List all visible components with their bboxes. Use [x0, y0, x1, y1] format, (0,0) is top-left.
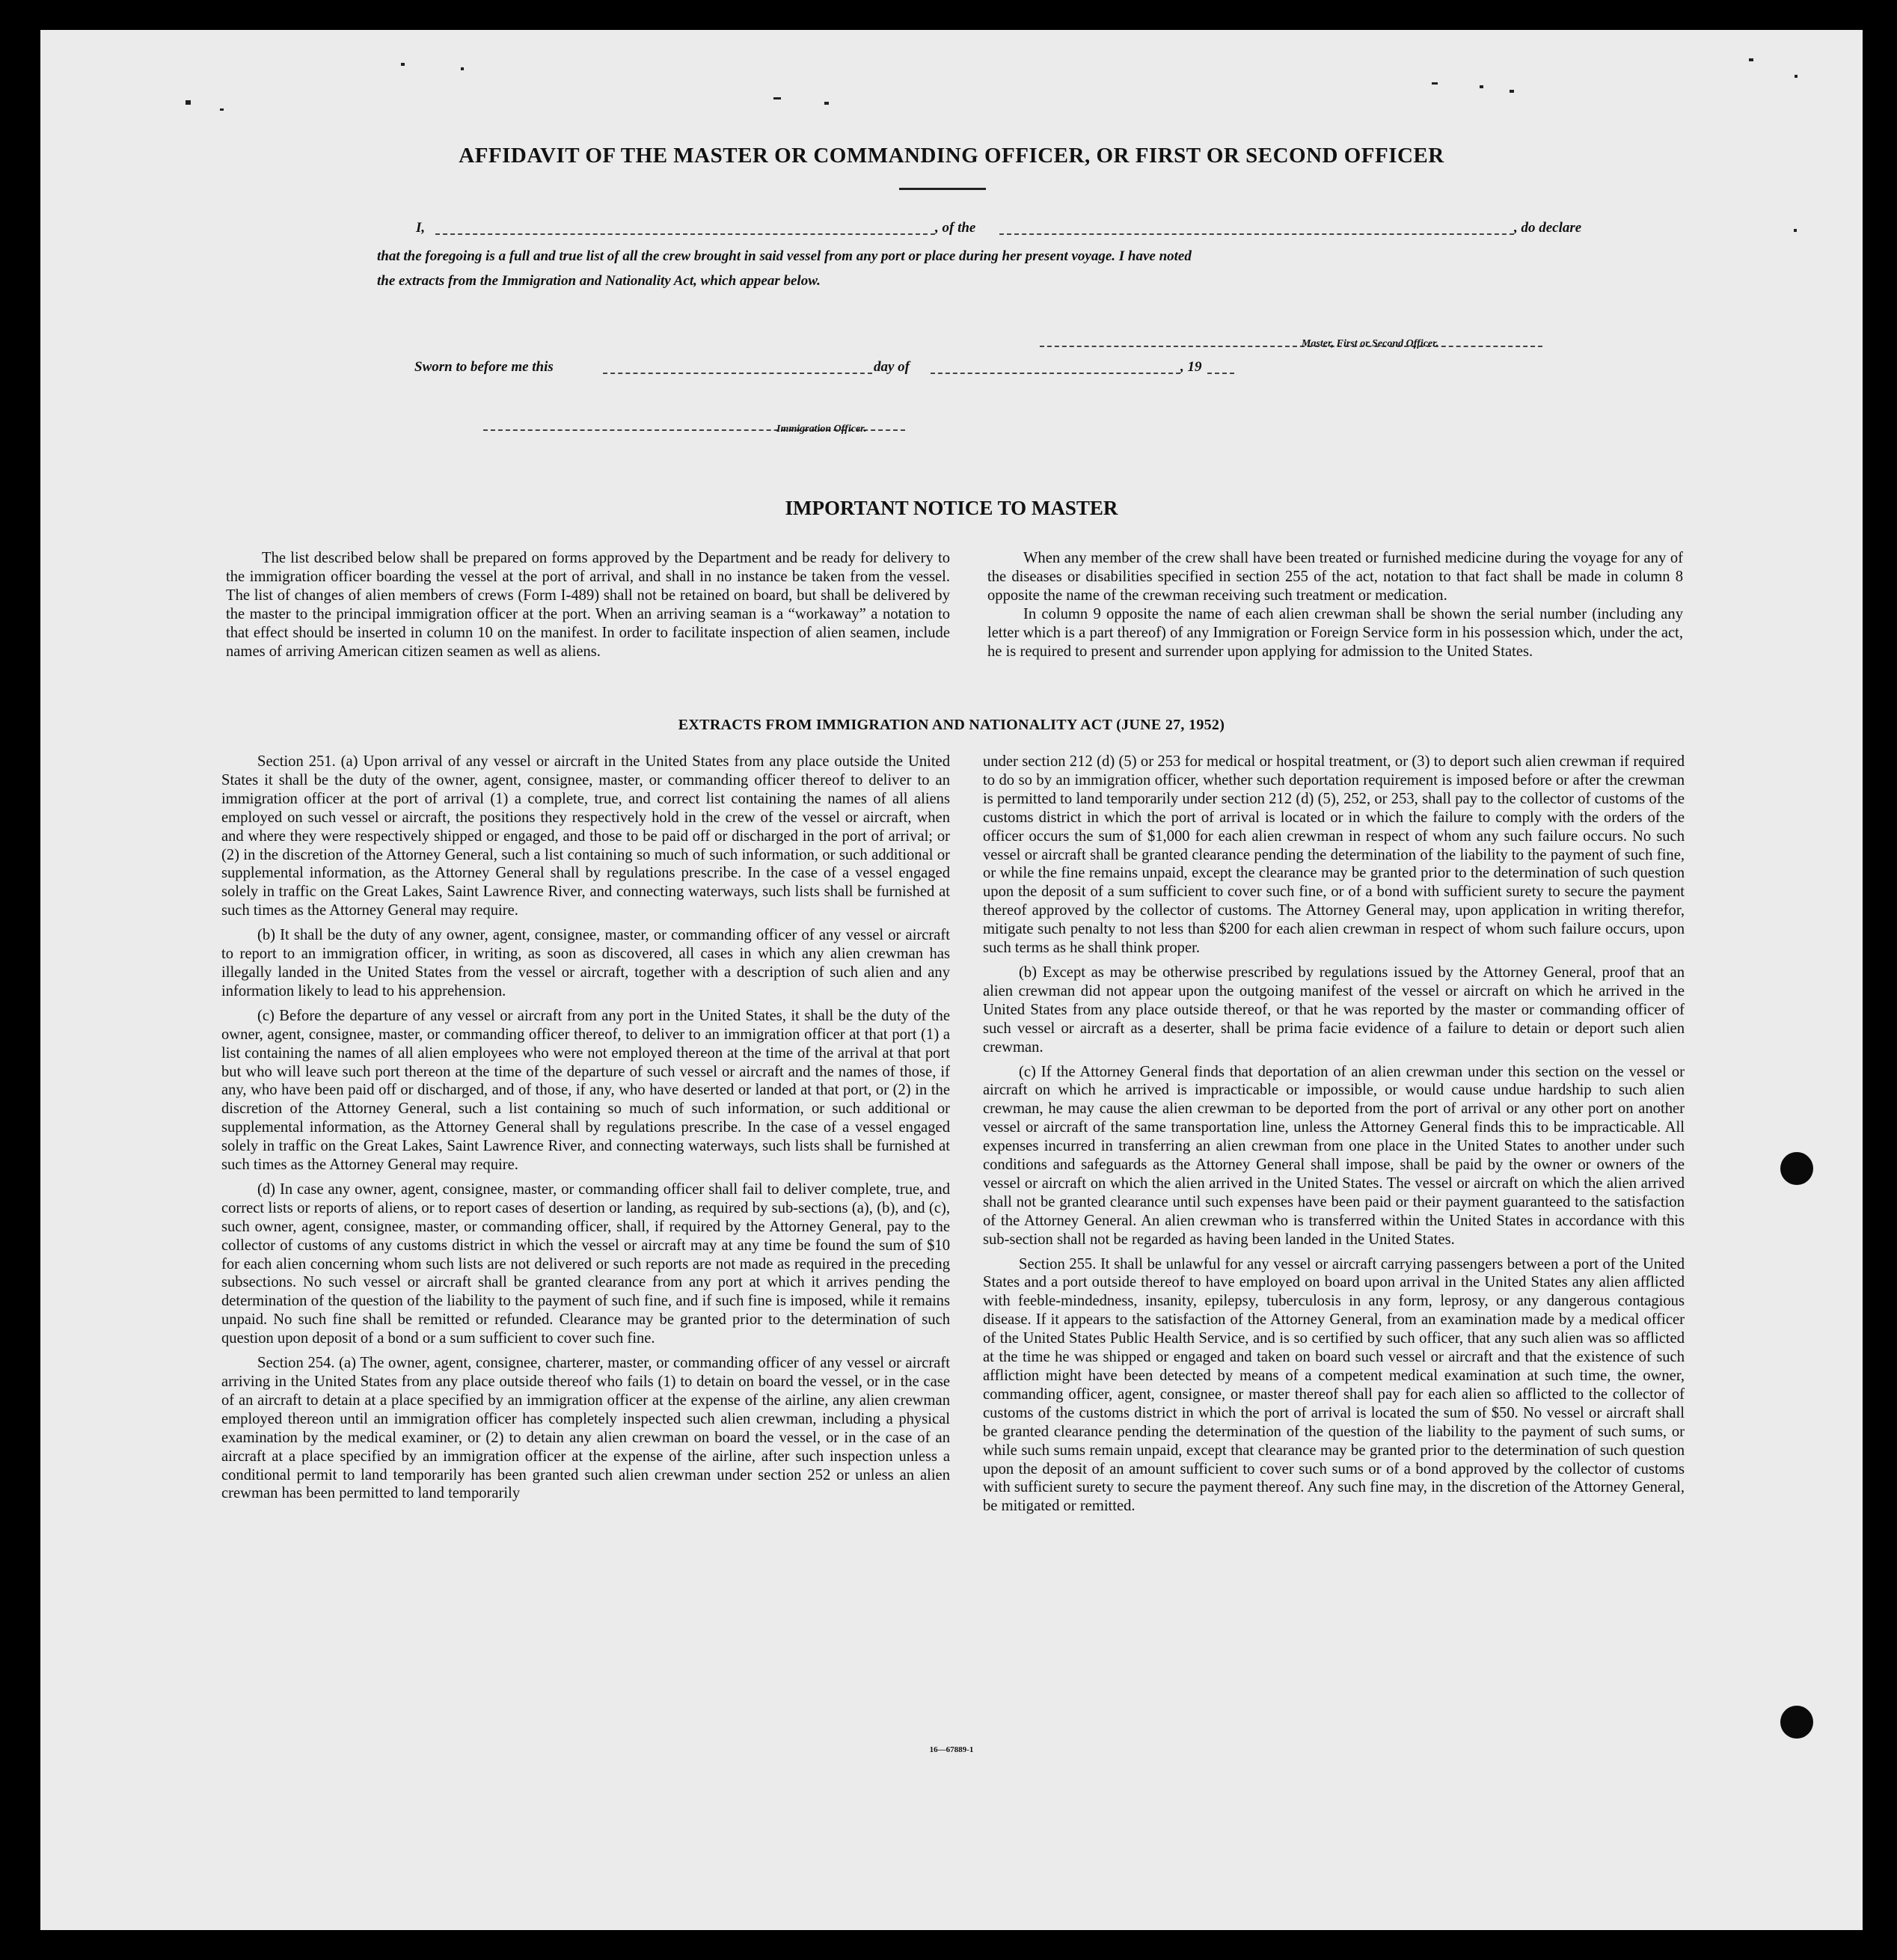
- officer-signature-caption: Immigration Officer.: [776, 423, 867, 435]
- scan-speck: [1510, 90, 1514, 93]
- sworn-year-field[interactable]: [1207, 359, 1234, 374]
- extract-paragraph: (c) Before the departure of any vessel or aircraft from any port in the United States, it shall be the duty of the owner, agent, consignee, master, or commanding officer thereof, to deliver to an immigration officer at that port (1) a list containing the names of all alien employees who were not employed thereon at the time of the arrival at that port but who will leave such port thereon at the time of the departure of such vessel or aircraft and the names of those, if any, who have been paid off or discharged, and of those, if any, who have deserted or landed at that port, or (2) in the discretion of the Attorney General, such a list containing so much of such information, or such additional or supplemental information, as the Attorney General shall by regulations prescribe. In the case of a vessel engaged solely in traffic on the Great Lakes, Saint Lawrence River, and connecting waterways, such lists shall be furnished at such times as the Attorney General may require.: [221, 1007, 950, 1174]
- notice-title: IMPORTANT NOTICE TO MASTER: [785, 497, 1118, 519]
- name-field[interactable]: [435, 220, 935, 235]
- declaration-text-line-3: the extracts from the Immigration and Nationality Act, which appear below.: [377, 273, 821, 289]
- scan-speck: [1749, 58, 1753, 61]
- year-label: , 19: [1180, 359, 1202, 375]
- declaration-line: [416, 220, 1590, 239]
- vessel-field[interactable]: [999, 220, 1514, 235]
- extract-paragraph: (b) Except as may be otherwise prescribed by regulations issued by the Attorney General, proof that an alien crewman did not appear upon the outgoing manifest of the vessel or aircraft on which he arrived in the United States from any place outside thereof, or that he was reported by the master or commanding officer of such vessel or aircraft as a deserter, shall be prima facie evidence of a failure to detain or deport such alien crewman.: [983, 964, 1685, 1056]
- scan-speck: [824, 102, 829, 105]
- scan-speck: [1480, 85, 1483, 88]
- punch-hole: [1780, 1706, 1813, 1739]
- scan-speck: [773, 97, 781, 99]
- day-of-label: day of: [874, 359, 910, 375]
- master-signature-caption: Master, First or Second Officer.: [1302, 338, 1439, 349]
- extracts-right-column: [983, 753, 1685, 1516]
- extracts-left-column: [221, 753, 950, 1503]
- extract-paragraph: Section 255. It shall be unlawful for any vessel or aircraft carrying passengers between a port of the United States and a port outside thereof to have employed on board upon arrival in the United States any alien afflicted with feeble-mindedness, insanity, epilepsy, tuberculosis in any form, leprosy, or any dangerous contagious disease. If it appears to the satisfaction of the Attorney General, from an examination made by a medical officer of the United States Public Health Service, and is so certified by such officer, that any such alien was so afflicted at the time he was shipped or engaged and taken on board such vessel or aircraft and that the existence of such affliction might have been detected by means of a competent medical examination at such time, the owner, commanding officer, agent, consignee, or master thereof shall pay for each alien so afflicted to the collector of customs of the customs district in which the port of arrival is located the sum of $50. No vessel or aircraft shall be granted clearance pending the determination of the question of the liability to the payment of such sums, or while such sums remain unpaid, except that clearance may be granted prior to the determination of such question upon the deposit of an amount sufficient to cover such sums or of a bond approved by the collector of customs with sufficient surety to secure the payment thereof. Any such fine may, in the discretion of the Attorney General, be mitigated or remitted.: [983, 1255, 1685, 1515]
- extract-paragraph: (d) In case any owner, agent, consignee, master, or commanding officer shall fail to deliver complete, true, and correct lists or reports of aliens, or to report cases of desertion or landing, as required by sub-sections (a), (b), and (c), such owner, agent, consignee, master, or commanding officer, shall, if required by the Attorney General, pay to the collector of customs of any customs district in which the vessel or aircraft may at any time be found the sum of $10 for each alien concerning whom such lists are not delivered or such reports are not made as required in the preceding subsections. No such vessel or aircraft shall be granted clearance from any port at which it arrives pending the determination of the question of the liability to the payment of such fine, and if such fine is imposed, while it remains unpaid. No such fine shall be remitted or refunded. Clearance may be granted prior to the determination of such question upon deposit of a bond or a sum sufficient to cover such fine.: [221, 1180, 950, 1347]
- scan-speck: [461, 67, 464, 70]
- document-title: AFFIDAVIT OF THE MASTER OR COMMANDING OFFICER, OR FIRST OR SECOND OFFICER: [459, 144, 1444, 168]
- notice-paragraph: When any member of the crew shall have been treated or furnished medicine during the voyage for any of the diseases or disabilities specified in section 255 of the act, notation to that fact shall be made in column 8 opposite the name of the crewman receiving such treatment or medication.: [987, 550, 1683, 604]
- extract-paragraph: Section 251. (a) Upon arrival of any vessel or aircraft in the United States from any place outside the United States it shall be the duty of the owner, agent, consignee, master, or commanding officer thereof to deliver to an immigration officer at the port of arrival (1) a complete, true, and correct list containing the names of all aliens employed on such vessel or aircraft, the positions they respectively hold in the crew of the vessel or aircraft, when and where they were respectively shipped or engaged, and those to be paid off or discharged in the port of arrival; or (2) in the discretion of the Attorney General, such a list containing so much of such information, or such additional or supplemental information, as the Attorney General shall by regulations prescribe. In the case of a vessel engaged solely in traffic on the Great Lakes, Saint Lawrence River, and connecting waterways, such lists shall be furnished at such times as the Attorney General may require.: [221, 753, 950, 919]
- of-the-label: , of the: [935, 220, 976, 236]
- form-number: 16—67889-1: [929, 1745, 974, 1754]
- extract-paragraph: under section 212 (d) (5) or 253 for medical or hospital treatment, or (3) to deport such alien crewman if required to do so by an immigration officer, whether such deportation requirement is imposed before or after the crewman is permitted to land temporarily under section 212 (d) (5), 252, or 253, shall pay to the collector of customs of the customs district in which the port of arrival is located or in which the failure to comply with the orders of the officer occurs the sum of $1,000 for each alien crewman in respect of whom any such failure occurs. No such vessel or aircraft shall be granted clearance pending the determination of the liability to the payment of such fine, or while the fine remains unpaid, except the clearance may be granted prior to the determination of such question upon the deposit of a sum sufficient to cover such fine, or of a bond with sufficient surety to secure the payment thereof approved by the collector of customs. The Attorney General may, upon application in writing therefor, mitigate such penalty to not less than $200 for each alien crewman in respect of whom such failure occurs, upon such terms as he shall think proper.: [983, 753, 1685, 957]
- master-signature-field[interactable]: [1040, 332, 1542, 347]
- notice-paragraph: In column 9 opposite the name of each alien crewman shall be shown the serial number (including any letter which is a part thereof) of any Immigration or Foreign Service form in his possession which, under the act, he is required to present and surrender upon applying for admission to the United States.: [987, 605, 1683, 660]
- title-underline: [899, 188, 986, 190]
- scan-speck: [401, 63, 405, 66]
- notice-paragraph: The list described below shall be prepared on forms approved by the Department and be ready for delivery to the immigration officer boarding the vessel at the port of arrival, and shall in no instance be taken from the vessel. The list of changes of alien members of crews (Form I-489) shall not be retained on board, but shall be delivered by the master to the principal immigration officer at the port. When an arriving seaman is a “workaway” a notation to that effect should be inserted in column 10 on the manifest. In order to facilitate inspection of alien seamen, include names of arriving American citizen seamen as well as aliens.: [226, 550, 950, 660]
- declaration-text-line-2: that the foregoing is a full and true list of all the crew brought in said vessel from any port or place during her present voyage. I have noted: [377, 248, 1192, 264]
- document-page: [40, 30, 1863, 1930]
- extracts-title: EXTRACTS FROM IMMIGRATION AND NATIONALITY ACT (JUNE 27, 1952): [678, 717, 1225, 733]
- i-label: I,: [416, 220, 426, 236]
- scan-speck: [220, 108, 224, 111]
- extract-paragraph: (b) It shall be the duty of any owner, agent, consignee, master, or commanding officer of any vessel or aircraft to report to an immigration officer, in writing, as soon as discovered, all cases in which any alien crewman has illegally landed in the United States from the vessel or aircraft, together with a description of such alien and any information likely to lead to his apprehension.: [221, 927, 950, 999]
- notice-right-column: [987, 549, 1683, 661]
- sworn-line: [414, 359, 1297, 379]
- sworn-day-field[interactable]: [603, 359, 872, 374]
- sworn-label: Sworn to before me this: [414, 359, 554, 375]
- do-declare-label: , do declare: [1514, 220, 1582, 236]
- scan-speck: [1794, 229, 1797, 232]
- extract-paragraph: (c) If the Attorney General finds that deportation of an alien crewman under this section on the vessel or aircraft on which he arrived is impracticable or impossible, or would cause undue hardship to such alien crewman, he may cause the alien crewman to be deported from the port of arrival or any other port on another vessel or aircraft of the same transportation line, unless the Attorney General finds this to be impracticable. All expenses incurred in transferring an alien crewman from one place in the United States to another under such conditions and safeguards as the Attorney General shall impose, shall be paid by the owner or owners of the vessel or aircraft on which the alien arrived in the United States. The vessel or aircraft on which the alien arrived shall not be granted clearance until such expenses have been paid or their payment guaranteed to the satisfaction of the Attorney General. An alien crewman who is transferred within the United States in accordance with this sub-section shall not be regarded as having been landed in the United States.: [983, 1063, 1685, 1248]
- scan-speck: [1795, 75, 1798, 78]
- scan-speck: [186, 100, 191, 105]
- punch-hole: [1780, 1152, 1813, 1185]
- notice-left-column: [226, 549, 950, 661]
- scan-speck: [1432, 82, 1438, 85]
- sworn-month-field[interactable]: [931, 359, 1180, 374]
- extract-paragraph: Section 254. (a) The owner, agent, consignee, charterer, master, or commanding officer of any vessel or aircraft arriving in the United States from any place outside thereof who fails (1) to detain on board the vessel, or in the case of an aircraft to detain at a place specified by an immigration officer at the expense of the airline, any alien crewman employed thereon until an immigration officer has completely inspected such alien crewman, including a physical examination by the medical examiner, or (2) to detain any alien crewman on board the vessel, or in the case of an aircraft at a place specified by an immigration officer at the expense of the airline, after such inspection unless a conditional permit to land temporarily has been granted such alien crewman under section 252 or unless an alien crewman has been permitted to land temporarily: [221, 1355, 950, 1502]
